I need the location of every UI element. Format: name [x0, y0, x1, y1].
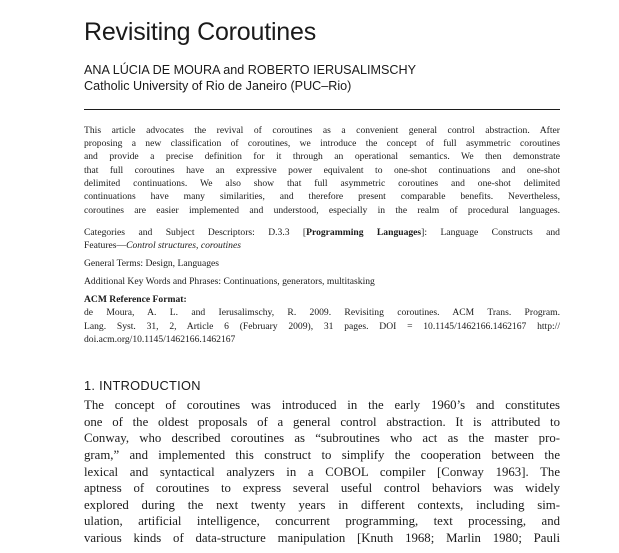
acm-reference-format-block: [84, 293, 560, 346]
text-line: This article advocates the revival of coroutines as a convenient general control abstraction. After: [84, 124, 560, 136]
paper-authors: ANA LÚCIA DE MOURA and ROBERTO IERUSALIMSCHY: [84, 63, 416, 77]
text-line: continuations have many similarities, and therefore present comparable benefits. Nevertheless,: [84, 191, 560, 203]
categories-prefix: Categories and Subject Descriptors: D.3.3 [: [84, 226, 307, 238]
text-line: delimited continuations. We also show that full asymmetric coroutines and one-shot delimited: [84, 178, 560, 189]
acm-reference-citation: [84, 306, 560, 346]
text-line: Lang. Syst. 31, 2, Article 6 (February 2009), 31 pages. DOI = 10.1145/1462166.1462167 http://: [84, 320, 560, 332]
text-line: Conway, who described coroutines as “subroutines who act as the master pro-: [84, 431, 560, 446]
text-line: ulation, artificial intelligence, concurrent programming, text processing, and: [84, 514, 560, 529]
paper-content-column: [84, 0, 560, 547]
features-prefix: Features—: [84, 240, 127, 252]
categories-suffix: ]: Language Constructs and: [421, 226, 560, 238]
text-line: proposing a new classification of coroutines, we introduce the concept of full asymmetric coroutines: [84, 138, 560, 150]
introduction-paragraph: [84, 397, 560, 546]
text-line: various kinds of data-structure manipulation [Knuth 1968; Marlin 1980; Pauli: [84, 531, 560, 546]
categories-line: [84, 239, 560, 252]
text-line: coroutines are easier implemented and understood, especially in the realm of procedural languages.: [84, 204, 560, 216]
text-line: gram,” and implemented this construct to simplify the cooperation between the: [84, 448, 560, 463]
categories-and-subject-descriptors: [84, 226, 560, 253]
general-terms: General Terms: Design, Languages: [84, 258, 220, 270]
text-line: doi.acm.org/10.1145/1462166.1462167: [84, 333, 236, 345]
paper-affiliation: Catholic University of Rio de Janeiro (PUC–Rio): [84, 79, 352, 94]
text-line: de Moura, A. L. and Ierusalimschy, R. 2009. Revisiting coroutines. ACM Trans. Program.: [84, 307, 560, 319]
features-italic-terms: Control structures, coroutines: [126, 240, 241, 252]
text-line: explored during the next twenty years in different contexts, including sim-: [84, 497, 560, 512]
text-line: lexical and syntactical analyzers in a COBOL compiler [Conway 1963]. The: [84, 464, 560, 479]
text-line: The concept of coroutines was introduced in the early 1960’s and constitutes: [84, 398, 560, 413]
header-divider-rule: [84, 109, 560, 110]
categories-bold-term: Programming Languages: [306, 226, 422, 238]
section-heading-introduction: 1. INTRODUCTION: [84, 378, 201, 394]
text-line: one of the oldest proposals of a general control abstraction. It is attributed to: [84, 414, 560, 429]
acm-reference-heading: ACM Reference Format:: [84, 294, 187, 306]
paper-title: Revisiting Coroutines: [84, 18, 317, 46]
additional-key-words: Additional Key Words and Phrases: Continuations, generators, multitasking: [84, 275, 375, 287]
text-line: that full coroutines have an expressive power equivalent to one-shot continuations and one-shot: [84, 164, 560, 176]
text-line: aptness of coroutines to express several useful control behaviors was widely: [84, 481, 560, 496]
categories-line: [84, 226, 560, 239]
abstract-paragraph: [84, 124, 560, 217]
text-line: and provide a precise definition for it through an operational semantics. We then demonstrate: [84, 151, 560, 163]
